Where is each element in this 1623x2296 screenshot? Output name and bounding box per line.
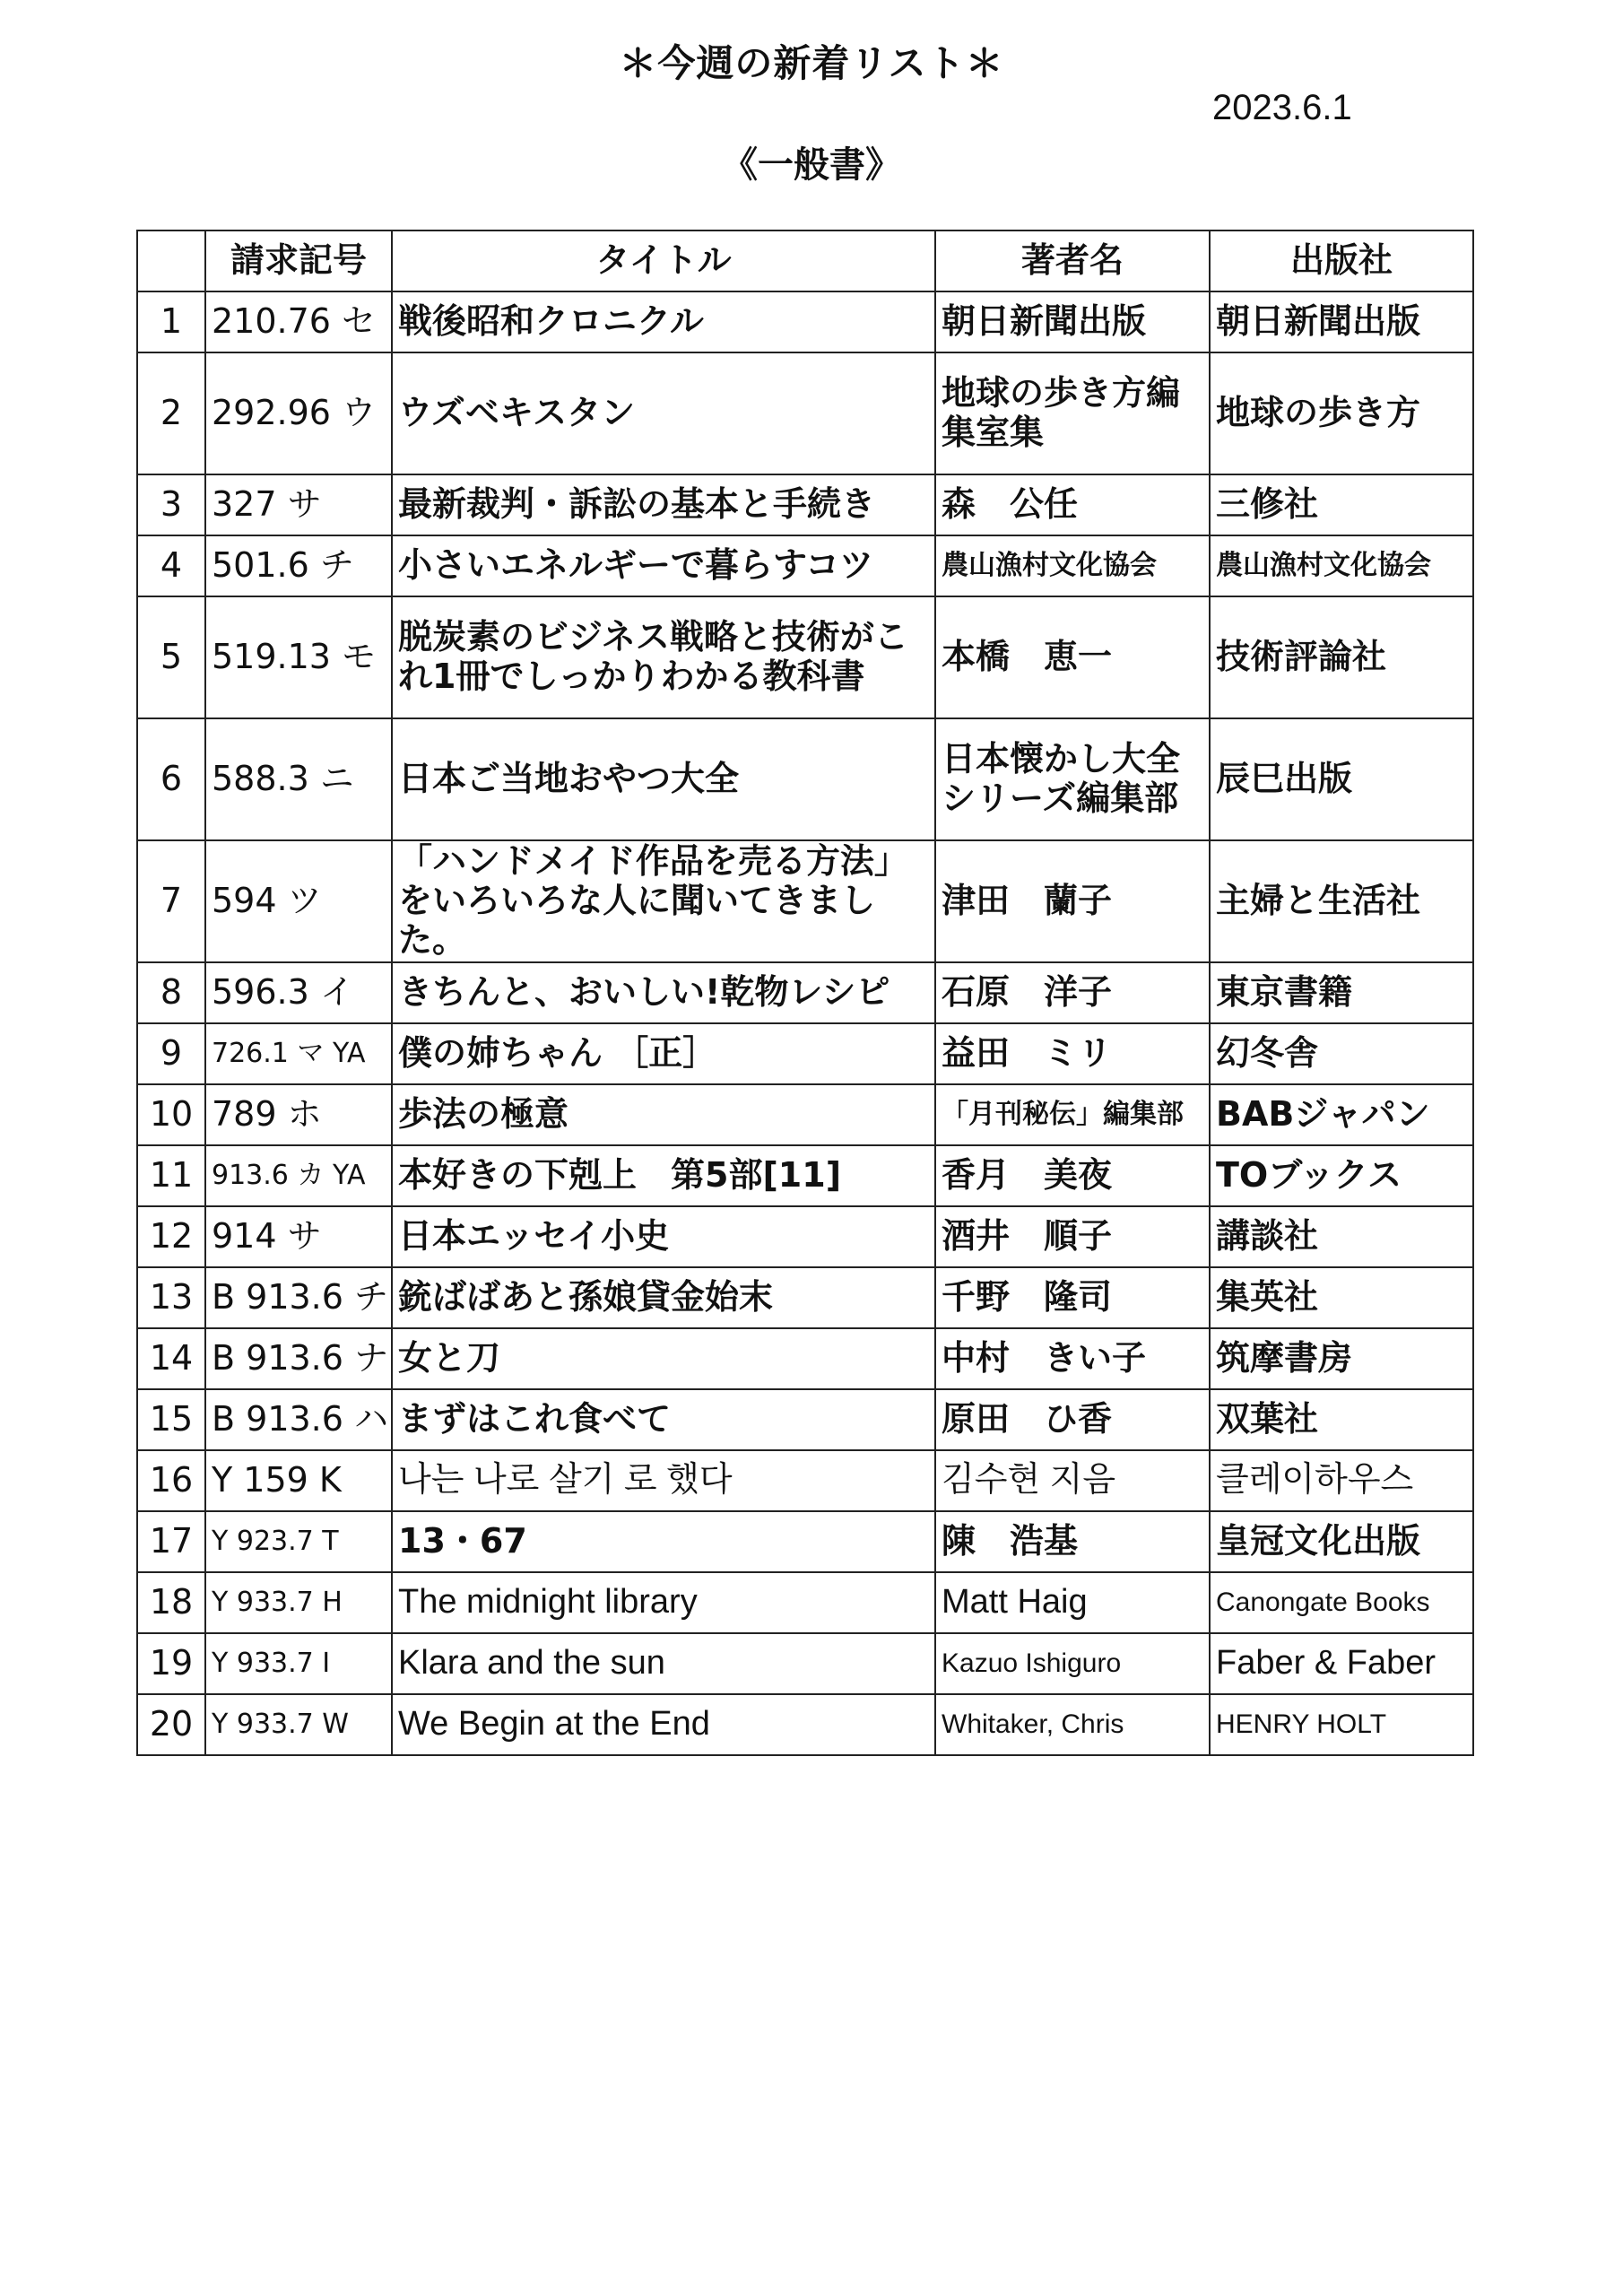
book-title: 나는 나로 살기 로 했다 xyxy=(392,1450,935,1511)
row-number: 18 xyxy=(137,1572,205,1633)
publisher: 클레이하우스 xyxy=(1210,1450,1473,1511)
table-row xyxy=(137,1511,1473,1572)
book-title: 戦後昭和クロニクル xyxy=(392,291,935,352)
publisher: 双葉社 xyxy=(1210,1389,1473,1450)
author: 千野 隆司 xyxy=(935,1267,1210,1328)
publisher: HENRY HOLT xyxy=(1210,1694,1473,1755)
row-number: 20 xyxy=(137,1694,205,1755)
publisher: 集英社 xyxy=(1210,1267,1473,1328)
row-number: 7 xyxy=(137,840,205,962)
author: 益田 ミリ xyxy=(935,1023,1210,1084)
row-number: 10 xyxy=(137,1084,205,1145)
call-number: 594 ツ xyxy=(205,840,392,962)
author: 김수현 지음 xyxy=(935,1450,1210,1511)
publisher: 東京書籍 xyxy=(1210,962,1473,1023)
author: 香月 美夜 xyxy=(935,1145,1210,1206)
book-title: 最新裁判・訴訟の基本と手続き xyxy=(392,474,935,535)
publisher: 辰巳出版 xyxy=(1210,718,1473,840)
page-title: ＊今週の新着リスト＊ xyxy=(619,41,1004,85)
author: 森 公任 xyxy=(935,474,1210,535)
book-title: 小さいエネルギーで暮らすコツ xyxy=(392,535,935,596)
table-header-row xyxy=(137,230,1473,291)
book-title: 僕の姉ちゃん ［正］ xyxy=(392,1023,935,1084)
author: 陳 浩基 xyxy=(935,1511,1210,1572)
book-title: 女と刀 xyxy=(392,1328,935,1389)
row-number: 12 xyxy=(137,1206,205,1267)
author: 原田 ひ香 xyxy=(935,1389,1210,1450)
book-title: ウズベキスタン xyxy=(392,352,935,474)
author: 「月刊秘伝」編集部 xyxy=(935,1084,1210,1145)
row-number: 13 xyxy=(137,1267,205,1328)
publisher: 幻冬舎 xyxy=(1210,1023,1473,1084)
call-number: 596.3 イ xyxy=(205,962,392,1023)
book-title: 日本ご当地おやつ大全 xyxy=(392,718,935,840)
call-number: 726.1 マ YA xyxy=(205,1023,392,1084)
book-title: The midnight library xyxy=(392,1572,935,1633)
call-number: Y 933.7 H xyxy=(205,1572,392,1633)
row-number: 1 xyxy=(137,291,205,352)
book-title: まずはこれ食べて xyxy=(392,1389,935,1450)
call-number: 292.96 ウ xyxy=(205,352,392,474)
book-title: きちんと、おいしい!乾物レシピ xyxy=(392,962,935,1023)
table-row xyxy=(137,535,1473,596)
table-row xyxy=(137,1084,1473,1145)
table-row xyxy=(137,1206,1473,1267)
table-row xyxy=(137,962,1473,1023)
call-number: Y 933.7 I xyxy=(205,1633,392,1694)
author: Kazuo Ishiguro xyxy=(935,1633,1210,1694)
row-number: 4 xyxy=(137,535,205,596)
publisher: 三修社 xyxy=(1210,474,1473,535)
publisher: TOブックス xyxy=(1210,1145,1473,1206)
publisher: BABジャパン xyxy=(1210,1084,1473,1145)
table-row xyxy=(137,1389,1473,1450)
row-number: 5 xyxy=(137,596,205,718)
table-row xyxy=(137,1633,1473,1694)
table-row xyxy=(137,291,1473,352)
publisher: Canongate Books xyxy=(1210,1572,1473,1633)
publisher: 皇冠文化出版 xyxy=(1210,1511,1473,1572)
call-number: 914 サ xyxy=(205,1206,392,1267)
column-header-publisher: 出版社 xyxy=(1210,230,1473,291)
call-number: 210.76 セ xyxy=(205,291,392,352)
publisher: 技術評論社 xyxy=(1210,596,1473,718)
author: 中村 きい子 xyxy=(935,1328,1210,1389)
publisher: 朝日新聞出版 xyxy=(1210,291,1473,352)
row-number: 11 xyxy=(137,1145,205,1206)
call-number: 501.6 チ xyxy=(205,535,392,596)
call-number: 913.6 カ YA xyxy=(205,1145,392,1206)
row-number: 19 xyxy=(137,1633,205,1694)
category-heading: 《一般書》 xyxy=(722,144,901,186)
list-date: 2023.6.1 xyxy=(1212,88,1352,127)
author: 石原 洋子 xyxy=(935,962,1210,1023)
publisher: 筑摩書房 xyxy=(1210,1328,1473,1389)
call-number: B 913.6 チ xyxy=(205,1267,392,1328)
row-number: 6 xyxy=(137,718,205,840)
book-title: Klara and the sun xyxy=(392,1633,935,1694)
author: 酒井 順子 xyxy=(935,1206,1210,1267)
call-number: B 913.6 ナ xyxy=(205,1328,392,1389)
row-number: 9 xyxy=(137,1023,205,1084)
book-title: 脱炭素のビジネス戦略と技術がこれ1冊でしっかりわかる教科書 xyxy=(392,596,935,718)
call-number: Y 923.7 T xyxy=(205,1511,392,1572)
table-row xyxy=(137,1328,1473,1389)
table-row xyxy=(137,596,1473,718)
row-number: 3 xyxy=(137,474,205,535)
author: 地球の歩き方編集室集 xyxy=(935,352,1210,474)
book-title: 本好きの下剋上 第5部[11] xyxy=(392,1145,935,1206)
row-number: 2 xyxy=(137,352,205,474)
call-number: 789 ホ xyxy=(205,1084,392,1145)
publisher: 地球の歩き方 xyxy=(1210,352,1473,474)
row-number: 16 xyxy=(137,1450,205,1511)
author: 日本懐かし大全シリーズ編集部 xyxy=(935,718,1210,840)
table-row xyxy=(137,718,1473,840)
author: 朝日新聞出版 xyxy=(935,291,1210,352)
publisher: 主婦と生活社 xyxy=(1210,840,1473,962)
new-arrivals-table xyxy=(136,230,1474,1756)
table-row xyxy=(137,1450,1473,1511)
table-row xyxy=(137,1572,1473,1633)
table-row xyxy=(137,352,1473,474)
author: 本橋 恵一 xyxy=(935,596,1210,718)
table-row xyxy=(137,840,1473,962)
publisher: 講談社 xyxy=(1210,1206,1473,1267)
table-row xyxy=(137,474,1473,535)
call-number: Y 159 K xyxy=(205,1450,392,1511)
column-header-author: 著者名 xyxy=(935,230,1210,291)
book-title: 「ハンドメイド作品を売る方法」をいろいろな人に聞いてきました。 xyxy=(392,840,935,962)
row-number: 14 xyxy=(137,1328,205,1389)
book-title: 銃ばばあと孫娘貸金始末 xyxy=(392,1267,935,1328)
table-row xyxy=(137,1267,1473,1328)
call-number: B 913.6 ハ xyxy=(205,1389,392,1450)
row-number: 17 xyxy=(137,1511,205,1572)
call-number: 519.13 モ xyxy=(205,596,392,718)
column-header-call-number: 請求記号 xyxy=(205,230,392,291)
author: 農山漁村文化協会 xyxy=(935,535,1210,596)
table-row xyxy=(137,1145,1473,1206)
call-number: 588.3 ニ xyxy=(205,718,392,840)
publisher: Faber & Faber xyxy=(1210,1633,1473,1694)
book-title: 歩法の極意 xyxy=(392,1084,935,1145)
author: 津田 蘭子 xyxy=(935,840,1210,962)
book-title: 日本エッセイ小史 xyxy=(392,1206,935,1267)
book-title: We Begin at the End xyxy=(392,1694,935,1755)
publisher: 農山漁村文化協会 xyxy=(1210,535,1473,596)
book-title: 13・67 xyxy=(392,1511,935,1572)
row-number: 8 xyxy=(137,962,205,1023)
table-row xyxy=(137,1023,1473,1084)
row-number: 15 xyxy=(137,1389,205,1450)
call-number: 327 サ xyxy=(205,474,392,535)
author: Whitaker, Chris xyxy=(935,1694,1210,1755)
table-row xyxy=(137,1694,1473,1755)
column-header-title: タイトル xyxy=(392,230,935,291)
author: Matt Haig xyxy=(935,1572,1210,1633)
column-header-no xyxy=(137,230,205,291)
call-number: Y 933.7 W xyxy=(205,1694,392,1755)
